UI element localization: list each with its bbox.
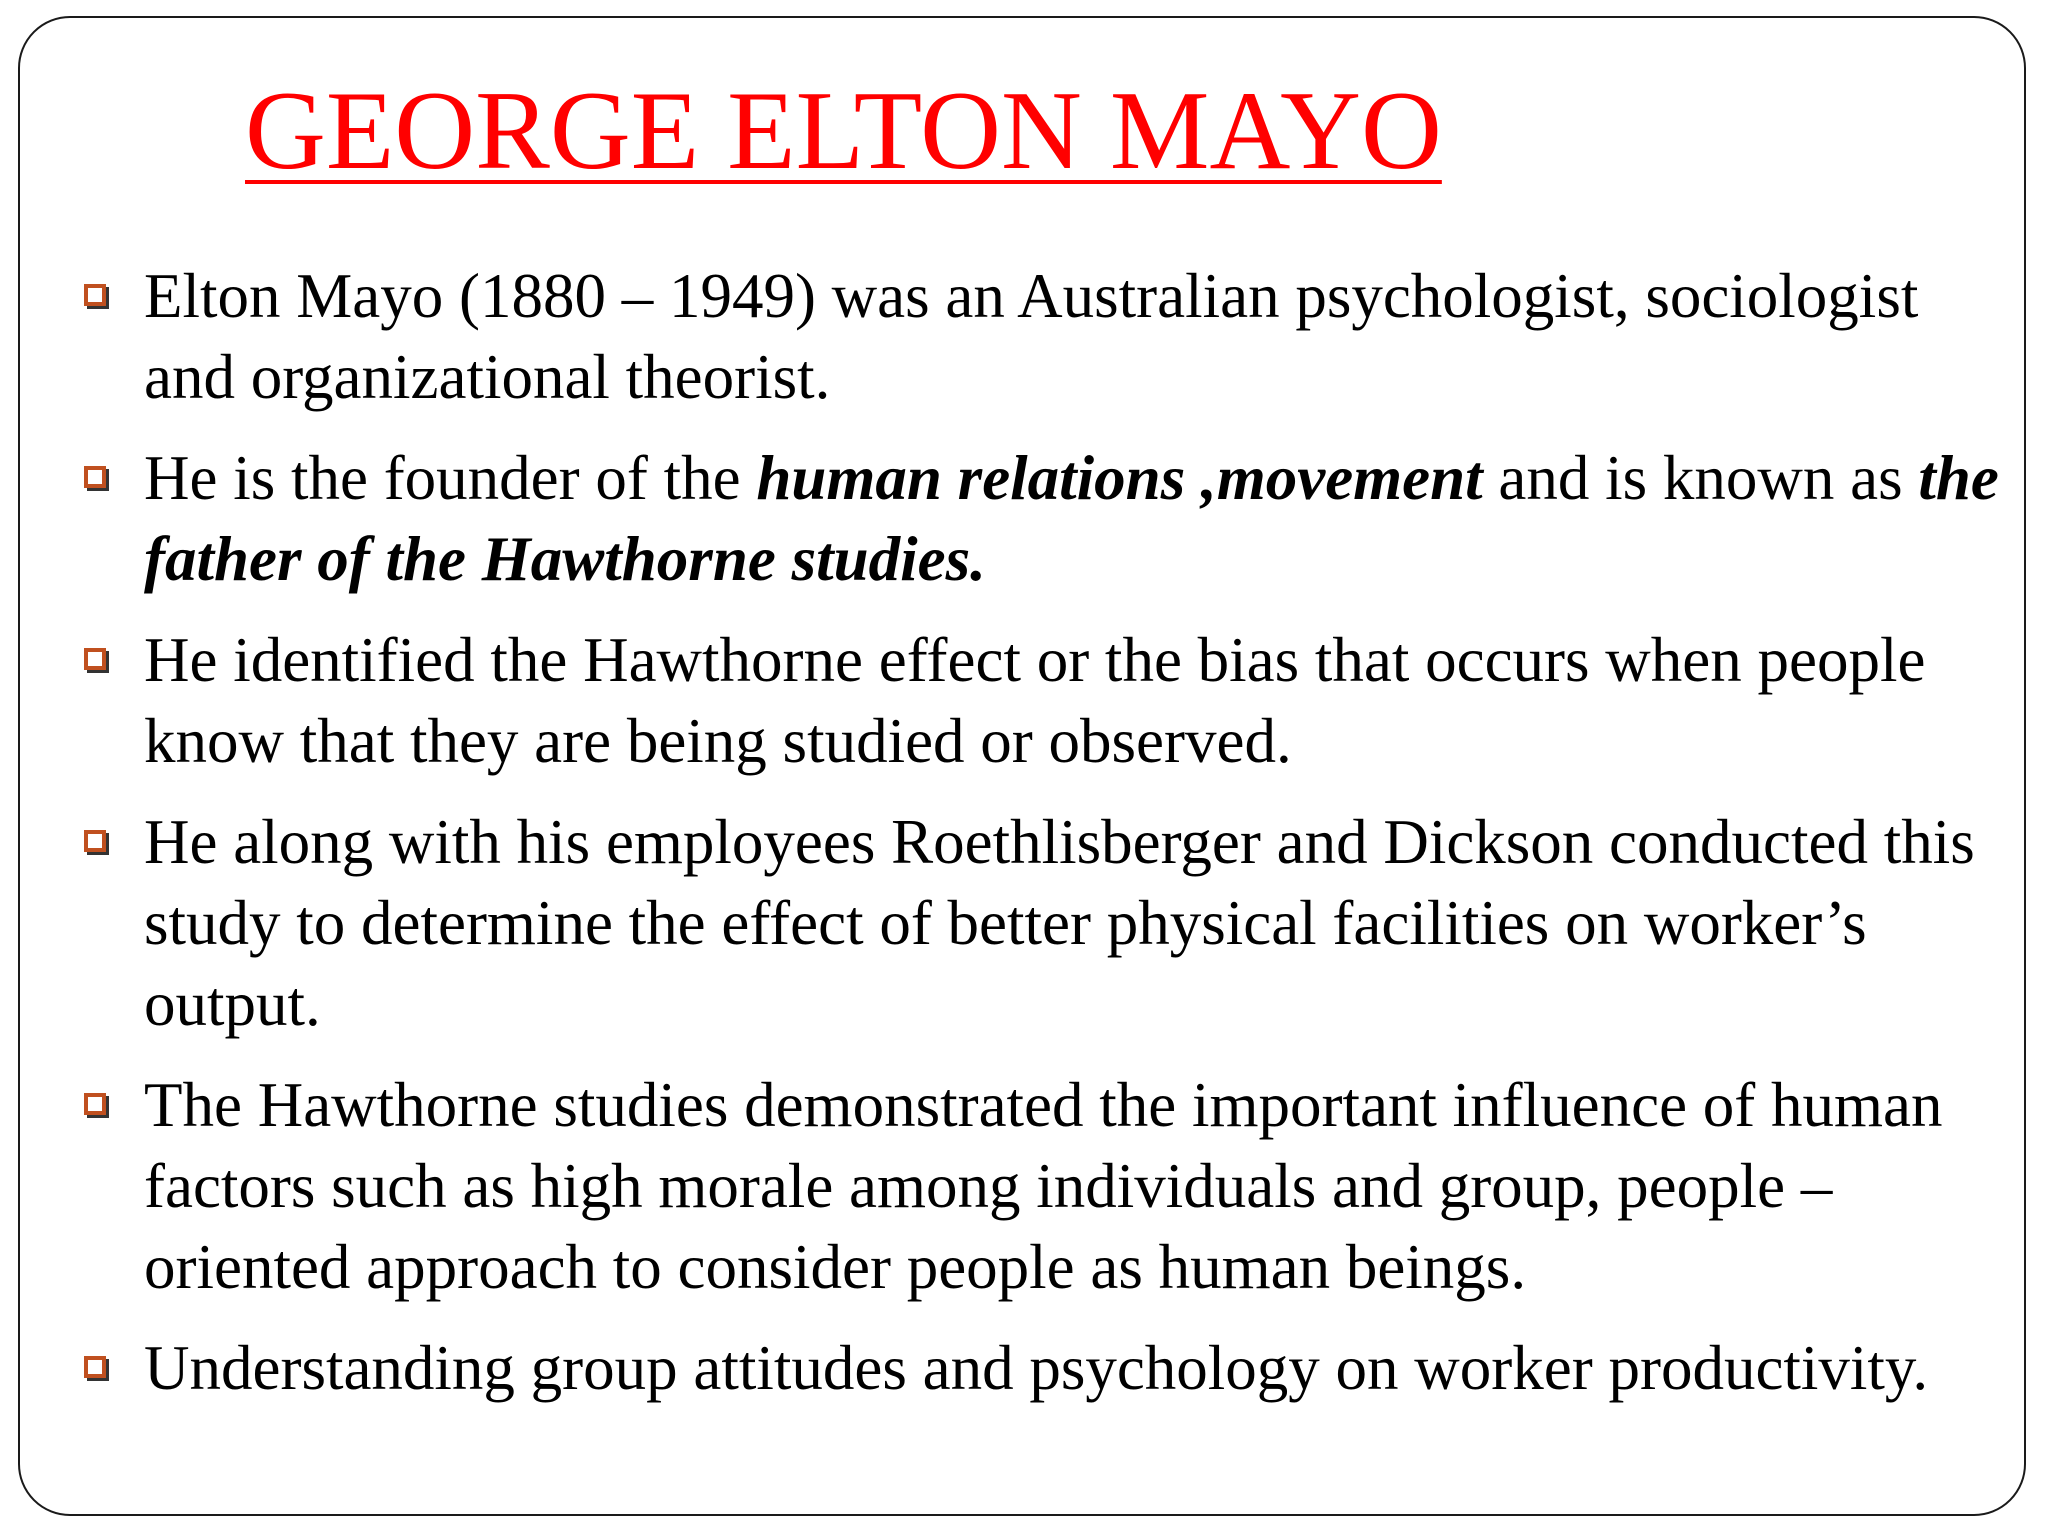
bullet-text: He is the founder of the: [144, 443, 757, 513]
bullet-text: Understanding group attitudes and psychology on worker productivity.: [144, 1333, 1929, 1403]
bullet-text: He along with his employees Roethlisberger and Dickson conducted this study to determine the effect of better physical facilities on worker’s output.: [144, 807, 1975, 1039]
bullet-item: [82, 438, 2017, 600]
emphasis-text: human relations ,movement: [756, 443, 1483, 513]
slide-title: GEORGE ELTON MAYO: [245, 69, 1442, 193]
square-bullet-icon: [84, 284, 106, 306]
bullet-list: [82, 256, 2017, 1429]
square-bullet-icon: [84, 830, 106, 852]
bullet-item: [82, 1065, 2017, 1308]
square-bullet-icon: [84, 648, 106, 670]
bullet-text: Elton Mayo (1880 – 1949) was an Australian psychologist, sociologist and organizational theorist.: [144, 261, 1919, 412]
slide-frame: [18, 16, 2026, 1516]
bullet-text: The Hawthorne studies demonstrated the important influence of human factors such as high morale among individuals and group, people – oriented approach to consider people as human beings.: [144, 1070, 1943, 1302]
bullet-item: [82, 1328, 2017, 1409]
square-bullet-icon: [84, 466, 106, 488]
bullet-item: [82, 256, 2017, 418]
emphasis-text: the father of the Hawthorne studies.: [144, 443, 1999, 594]
bullet-item: [82, 802, 2017, 1045]
bullet-text: He identified the Hawthorne effect or the bias that occurs when people know that they are being studied or observed.: [144, 625, 1926, 776]
square-bullet-icon: [84, 1356, 106, 1378]
square-bullet-icon: [84, 1093, 106, 1115]
bullet-item: [82, 620, 2017, 782]
bullet-text: and is known as: [1482, 443, 1919, 513]
